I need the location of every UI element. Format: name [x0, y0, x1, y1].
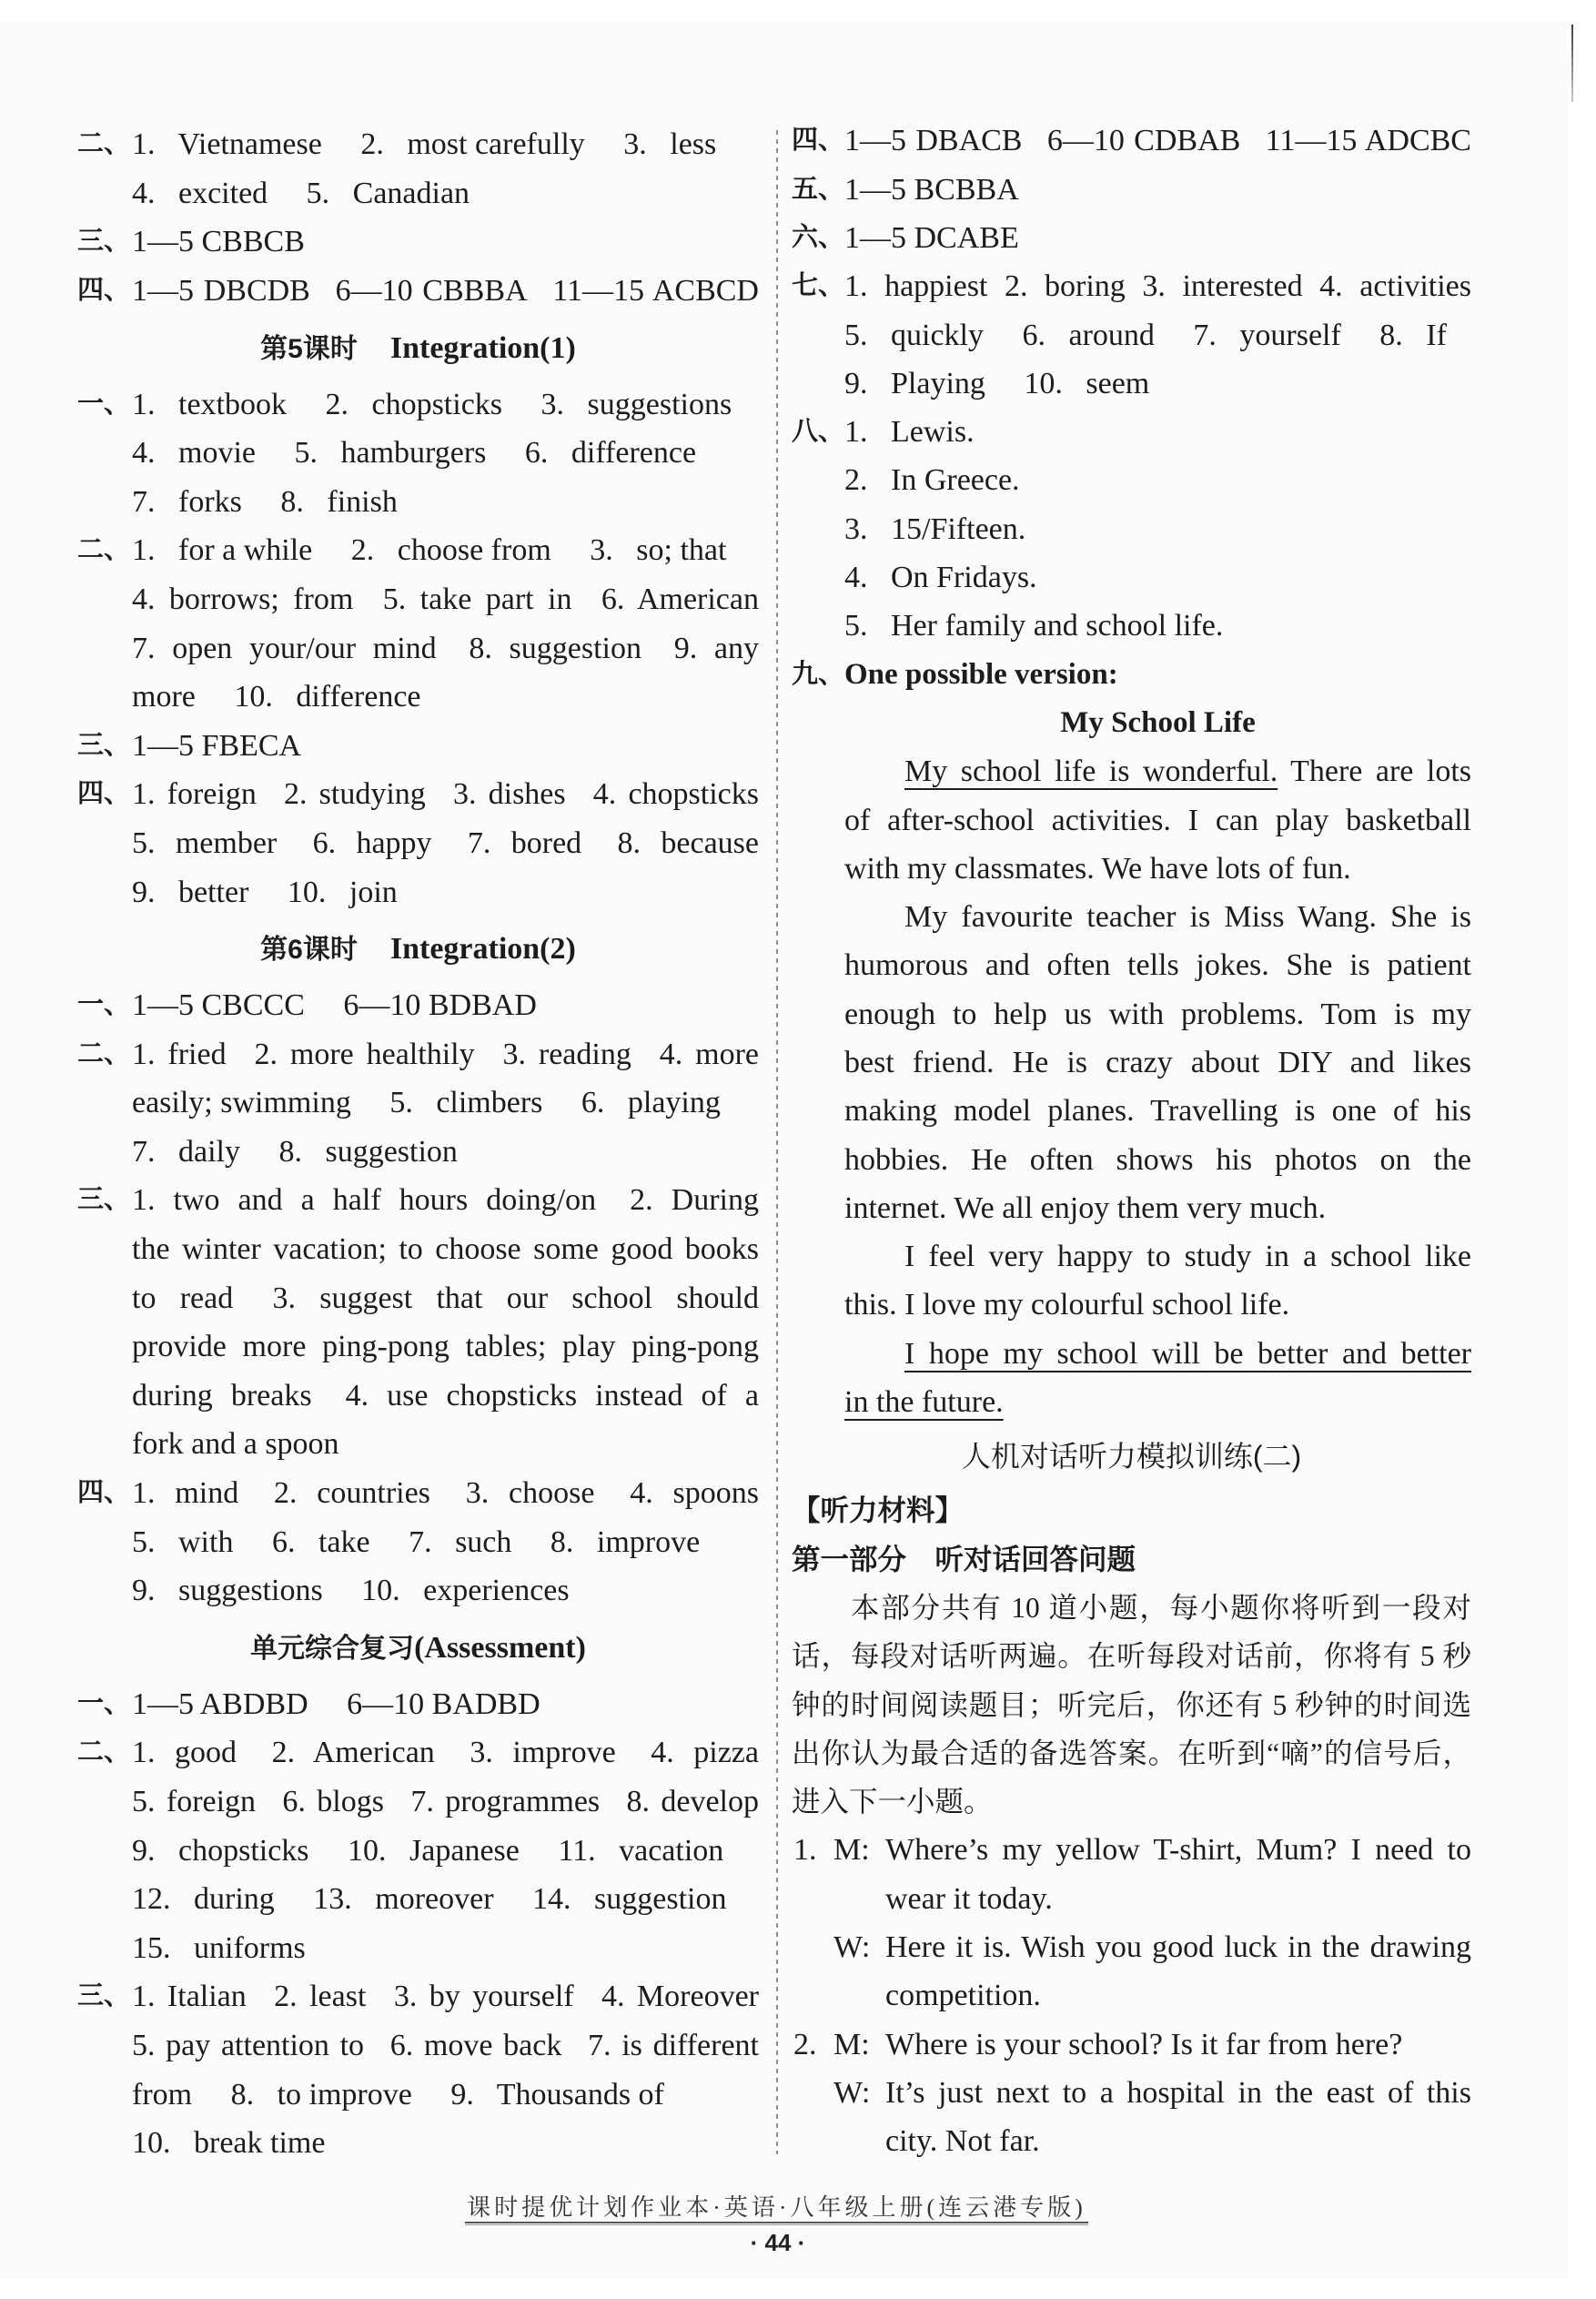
- lesson-heading-en: Integration(2): [389, 932, 576, 967]
- answer-text: 1. good 2. American 3. improve 4. pizza: [132, 1736, 759, 1770]
- dialogue-text: city. Not far.: [885, 2124, 1040, 2159]
- answer-text: 1—5 CBCCC 6—10 BDBAD: [132, 988, 537, 1023]
- left-column: [77, 120, 759, 2168]
- answer-text: 2. In Greece.: [844, 463, 1020, 498]
- right-column: [792, 116, 1471, 2165]
- section-marker: 四、: [77, 275, 131, 305]
- essay-line: [792, 1184, 1471, 1232]
- answer-text: during breaks 4. use chopsticks instead of a: [132, 1378, 759, 1413]
- essay-line: [792, 1087, 1471, 1135]
- column-divider: [776, 130, 778, 2154]
- answer-text: 1. mind 2. countries 3. choose 4. spoons: [132, 1476, 759, 1511]
- answer-line: [792, 262, 1471, 310]
- answer-line: [77, 429, 759, 478]
- answer-text: 1. happiest 2. boring 3. interested 4. activities: [844, 269, 1471, 304]
- answer-text: 7. forks 8. finish: [132, 484, 398, 519]
- underlined-sentence: in the future.: [844, 1385, 1004, 1420]
- answer-line: [77, 1875, 759, 1924]
- answer-line: [77, 526, 759, 575]
- answer-text: the winter vacation; to choose some good books: [132, 1232, 759, 1267]
- answer-line: [77, 1372, 759, 1421]
- answer-line: [77, 1420, 759, 1469]
- answer-line: [792, 116, 1471, 165]
- answer-line: [792, 311, 1471, 360]
- section-marker: 一、: [77, 389, 131, 419]
- part-one-title: 第一部分 听对话回答问题: [792, 1542, 1136, 1575]
- answer-line: [77, 819, 759, 868]
- dialogue-line: [792, 2117, 1471, 2165]
- lesson-heading-en: (Assessment): [414, 1630, 586, 1665]
- essay-line: [792, 990, 1471, 1038]
- answer-line: [792, 408, 1471, 456]
- answer-line: [77, 624, 759, 673]
- instruction-line: 进入下一小题。: [792, 1786, 993, 1818]
- listening-material-label: 【听力材料】: [792, 1494, 965, 1527]
- dialogue-text: Where is your school? Is it far from here?: [885, 2027, 1403, 2061]
- section-marker: 三、: [77, 1981, 131, 2011]
- section-marker: 三、: [77, 1185, 131, 1215]
- footer-rule: [465, 2222, 1088, 2225]
- answer-text: 12. during 13. moreover 14. suggestion: [132, 1882, 727, 1917]
- answer-text: 1. Vietnamese 2. most carefully 3. less: [132, 127, 717, 162]
- answer-line: [77, 218, 759, 267]
- essay-text: enough to help us with problems. Tom is my: [844, 997, 1471, 1031]
- essay-text: with my classmates. We have lots of fun.: [844, 851, 1351, 886]
- section-marker: 二、: [77, 129, 131, 159]
- answer-text: provide more ping-pong tables; play ping-pong: [132, 1330, 759, 1364]
- essay-line: [792, 1136, 1471, 1184]
- answer-text: easily; swimming 5. climbers 6. playing: [132, 1086, 721, 1120]
- dialogue-text: competition.: [885, 1979, 1041, 2013]
- answer-text: 1—5 ABDBD 6—10 BADBD: [132, 1686, 540, 1721]
- answer-line: [77, 1274, 759, 1323]
- answer-text: 1. fried 2. more healthily 3. reading 4. more: [132, 1037, 759, 1071]
- book-title-footer: 课时提优计划作业本·英语·八年级上册(连云港专版): [467, 2194, 1086, 2221]
- essay-text: There are lots: [1278, 755, 1471, 789]
- section-marker: 七、: [792, 271, 845, 301]
- answer-line: [77, 1728, 759, 1777]
- section-marker: 一、: [77, 990, 131, 1020]
- answer-line: [77, 868, 759, 917]
- lesson-heading: [77, 316, 759, 380]
- answer-line: [77, 380, 759, 430]
- section-marker: 一、: [77, 1688, 131, 1718]
- instruction-line: 本部分共有 10 道小题，每小题你将听到一段对: [851, 1591, 1471, 1624]
- section-marker: 九、: [792, 659, 845, 689]
- answer-line: [77, 2071, 759, 2120]
- answer-text: 4. On Fridays.: [844, 561, 1037, 595]
- answer-line: [77, 575, 759, 624]
- lesson-heading-cn: 单元综合复习: [250, 1633, 415, 1664]
- essay-text: making model planes. Travelling is one of his: [844, 1094, 1471, 1129]
- dialogue-number: 2.: [793, 2027, 817, 2061]
- answer-text: 5. pay attention to 6. move back 7. is different: [132, 2028, 759, 2062]
- answer-text: fork and a spoon: [132, 1427, 339, 1462]
- essay-text: hobbies. He often shows his photos on the: [844, 1142, 1471, 1177]
- answer-text: 10. break time: [132, 2126, 326, 2161]
- answer-text: 5. quickly 6. around 7. yourself 8. If: [844, 318, 1447, 352]
- dialogue-line: [792, 2069, 1471, 2117]
- section-marker: 三、: [77, 227, 131, 257]
- dialogue-line: [792, 1923, 1471, 1971]
- lesson-heading: [77, 917, 759, 981]
- essay-line: [792, 796, 1471, 845]
- answer-text: more 10. difference: [132, 680, 421, 714]
- essay-text: of after-school activities. I can play basketball: [844, 803, 1471, 837]
- answer-line: [77, 267, 759, 316]
- dialogue-line: [792, 2020, 1471, 2069]
- essay-text: humorous and often tells jokes. She is patient: [844, 948, 1471, 983]
- section-marker: 二、: [77, 1038, 131, 1068]
- answer-text: 1. Italian 2. least 3. by yourself 4. Moreover: [132, 1980, 759, 2014]
- answer-line: [77, 1566, 759, 1615]
- answer-text: 5. Her family and school life.: [844, 609, 1224, 643]
- essay-text: internet. We all enjoy them very much.: [844, 1190, 1327, 1225]
- dialogue-line: [792, 1826, 1471, 1874]
- answer-line: [77, 1680, 759, 1729]
- dialogue-text: Here it is. Wish you good luck in the drawing: [885, 1930, 1471, 1965]
- essay-line: [792, 1281, 1471, 1329]
- speaker-label: W:: [833, 2075, 871, 2110]
- answer-text: 9. suggestions 10. experiences: [132, 1574, 570, 1608]
- answer-text: 7. daily 8. suggestion: [132, 1134, 458, 1169]
- answer-text: 7. open your/our mind 8. suggestion 9. any: [132, 631, 759, 665]
- answer-text: 1. two and a half hours doing/on 2. During: [132, 1183, 759, 1218]
- answer-line: [77, 2119, 759, 2168]
- section-marker: 二、: [77, 1737, 131, 1767]
- answer-text: from 8. to improve 9. Thousands of: [132, 2077, 664, 2112]
- answer-text: 5. with 6. take 7. such 8. improve: [132, 1524, 701, 1559]
- answer-text: 1. foreign 2. studying 3. dishes 4. chopsticks: [132, 777, 759, 812]
- answer-text: 1—5 DBCDB 6—10 CBBBA 11—15 ACBCD: [132, 273, 759, 308]
- section-marker: 五、: [792, 174, 845, 204]
- unit-review-heading: [77, 1615, 759, 1680]
- answer-text: 1. Lewis.: [844, 415, 975, 450]
- answer-text: to read 3. suggest that our school should: [132, 1281, 759, 1315]
- instruction-line: 出你认为最合适的备选答案。在听到“嘀”的信号后，: [792, 1737, 1471, 1769]
- lesson-heading-cn: 第5课时: [260, 333, 358, 364]
- page-edge-mark: [1571, 25, 1573, 102]
- answer-text: 1—5 CBBCB: [132, 225, 305, 259]
- answer-line: [77, 169, 759, 218]
- answer-text: 4. movie 5. hamburgers 6. difference: [132, 436, 697, 471]
- answer-line-essay-intro: [792, 651, 1471, 699]
- instruction-line: 钟的时间阅读题目；听完后，你还有 5 秒钟的时间选: [792, 1688, 1471, 1721]
- answer-line: [77, 1924, 759, 1973]
- answer-line: [77, 1176, 759, 1225]
- speaker-label: W:: [833, 1930, 871, 1965]
- answer-line: [792, 553, 1471, 602]
- essay-line: [792, 1378, 1471, 1426]
- answer-line: [77, 1128, 759, 1177]
- dialogue-line: [792, 1971, 1471, 2020]
- answer-text: 1. textbook 2. chopsticks 3. suggestions: [132, 387, 732, 421]
- essay-text: best friend. He is crazy about DIY and likes: [844, 1045, 1471, 1079]
- answer-text: 9. Playing 10. seem: [844, 366, 1150, 400]
- speaker-label: M:: [833, 2027, 870, 2061]
- answer-text: 1—5 DCABE: [844, 220, 1019, 255]
- essay-line: [792, 893, 1471, 941]
- dialogue-line: [792, 1875, 1471, 1923]
- section-marker: 六、: [792, 222, 845, 252]
- answer-line: [77, 1777, 759, 1827]
- essay-text: My favourite teacher is Miss Wang. She is: [904, 900, 1471, 935]
- answer-line: [77, 478, 759, 527]
- answer-line: [792, 214, 1471, 262]
- essay-text: this. I love my colourful school life.: [844, 1288, 1290, 1322]
- answer-text: 9. chopsticks 10. Japanese 11. vacation: [132, 1833, 724, 1868]
- answer-text: 4. borrows; from 5. take part in 6. American: [132, 582, 759, 616]
- answer-line: [792, 456, 1471, 504]
- answer-line: [77, 1827, 759, 1876]
- answer-line: [77, 120, 759, 169]
- section-marker: 四、: [77, 1478, 131, 1508]
- essay-title: My School Life: [1060, 705, 1256, 739]
- answer-text: 3. 15/Fifteen.: [844, 511, 1026, 546]
- answer-text: 1—5 DBACB 6—10 CDBAB 11—15 ADCBC: [844, 124, 1471, 158]
- answer-line: [792, 602, 1471, 650]
- essay-line: [792, 845, 1471, 893]
- answer-text: 5. member 6. happy 7. bored 8. because: [132, 825, 759, 860]
- section-marker: 二、: [77, 535, 131, 565]
- answer-text: 9. better 10. join: [132, 875, 398, 909]
- section-marker: 三、: [77, 730, 131, 760]
- essay-line: [792, 747, 1471, 795]
- underlined-sentence: I hope my school will be better and better: [904, 1336, 1471, 1371]
- instruction-line: 话，每段对话听两遍。在听每段对话前，你将有 5 秒: [792, 1640, 1471, 1673]
- answer-text: 5. foreign 6. blogs 7. programmes 8. develop: [132, 1785, 759, 1818]
- essay-line: [792, 941, 1471, 989]
- section-marker: 四、: [77, 779, 131, 809]
- answer-text: One possible version:: [844, 657, 1118, 691]
- answer-text: 1. for a while 2. choose from 3. so; that: [132, 533, 727, 568]
- answer-line: [77, 1225, 759, 1274]
- answer-text: 1—5 BCBBA: [844, 172, 1019, 207]
- essay-text: I feel very happy to study in a school like: [904, 1240, 1471, 1274]
- listening-practice-heading: 人机对话听力模拟训练(二): [961, 1440, 1302, 1474]
- dialogue-text: Where’s my yellow T-shirt, Mum? I need to: [885, 1833, 1471, 1868]
- essay-line: [792, 1038, 1471, 1087]
- essay-line: [792, 1232, 1471, 1281]
- answer-line: [77, 722, 759, 771]
- answer-line: [77, 1322, 759, 1372]
- answer-line: [77, 1518, 759, 1567]
- speaker-label: M:: [833, 1833, 870, 1868]
- answer-text: 15. uniforms: [132, 1930, 306, 1965]
- answer-line: [77, 981, 759, 1030]
- answer-text: 1—5 FBECA: [132, 728, 302, 763]
- answer-line: [77, 1469, 759, 1518]
- answer-line: [77, 673, 759, 722]
- lesson-heading-cn: 第6课时: [260, 935, 358, 966]
- dialogue-number: 1.: [793, 1833, 817, 1868]
- answer-line: [77, 1079, 759, 1128]
- answer-line: [792, 360, 1471, 408]
- answer-line: [792, 505, 1471, 553]
- dialogue-text: It’s just next to a hospital in the east of this: [885, 2075, 1471, 2110]
- section-marker: 八、: [792, 417, 845, 447]
- answer-text: 4. excited 5. Canadian: [132, 176, 470, 210]
- answer-line: [77, 1030, 759, 1079]
- page-number: · 44 ·: [687, 2228, 869, 2257]
- lesson-heading-en: Integration(1): [389, 330, 576, 365]
- answer-line: [77, 1972, 759, 2021]
- essay-line: [792, 1330, 1471, 1378]
- section-marker: 四、: [792, 126, 845, 156]
- underlined-sentence: My school life is wonderful.: [904, 755, 1278, 789]
- dialogue-text: wear it today.: [885, 1881, 1053, 1916]
- answer-line: [77, 2021, 759, 2071]
- answer-line: [77, 770, 759, 819]
- answer-line: [792, 166, 1471, 214]
